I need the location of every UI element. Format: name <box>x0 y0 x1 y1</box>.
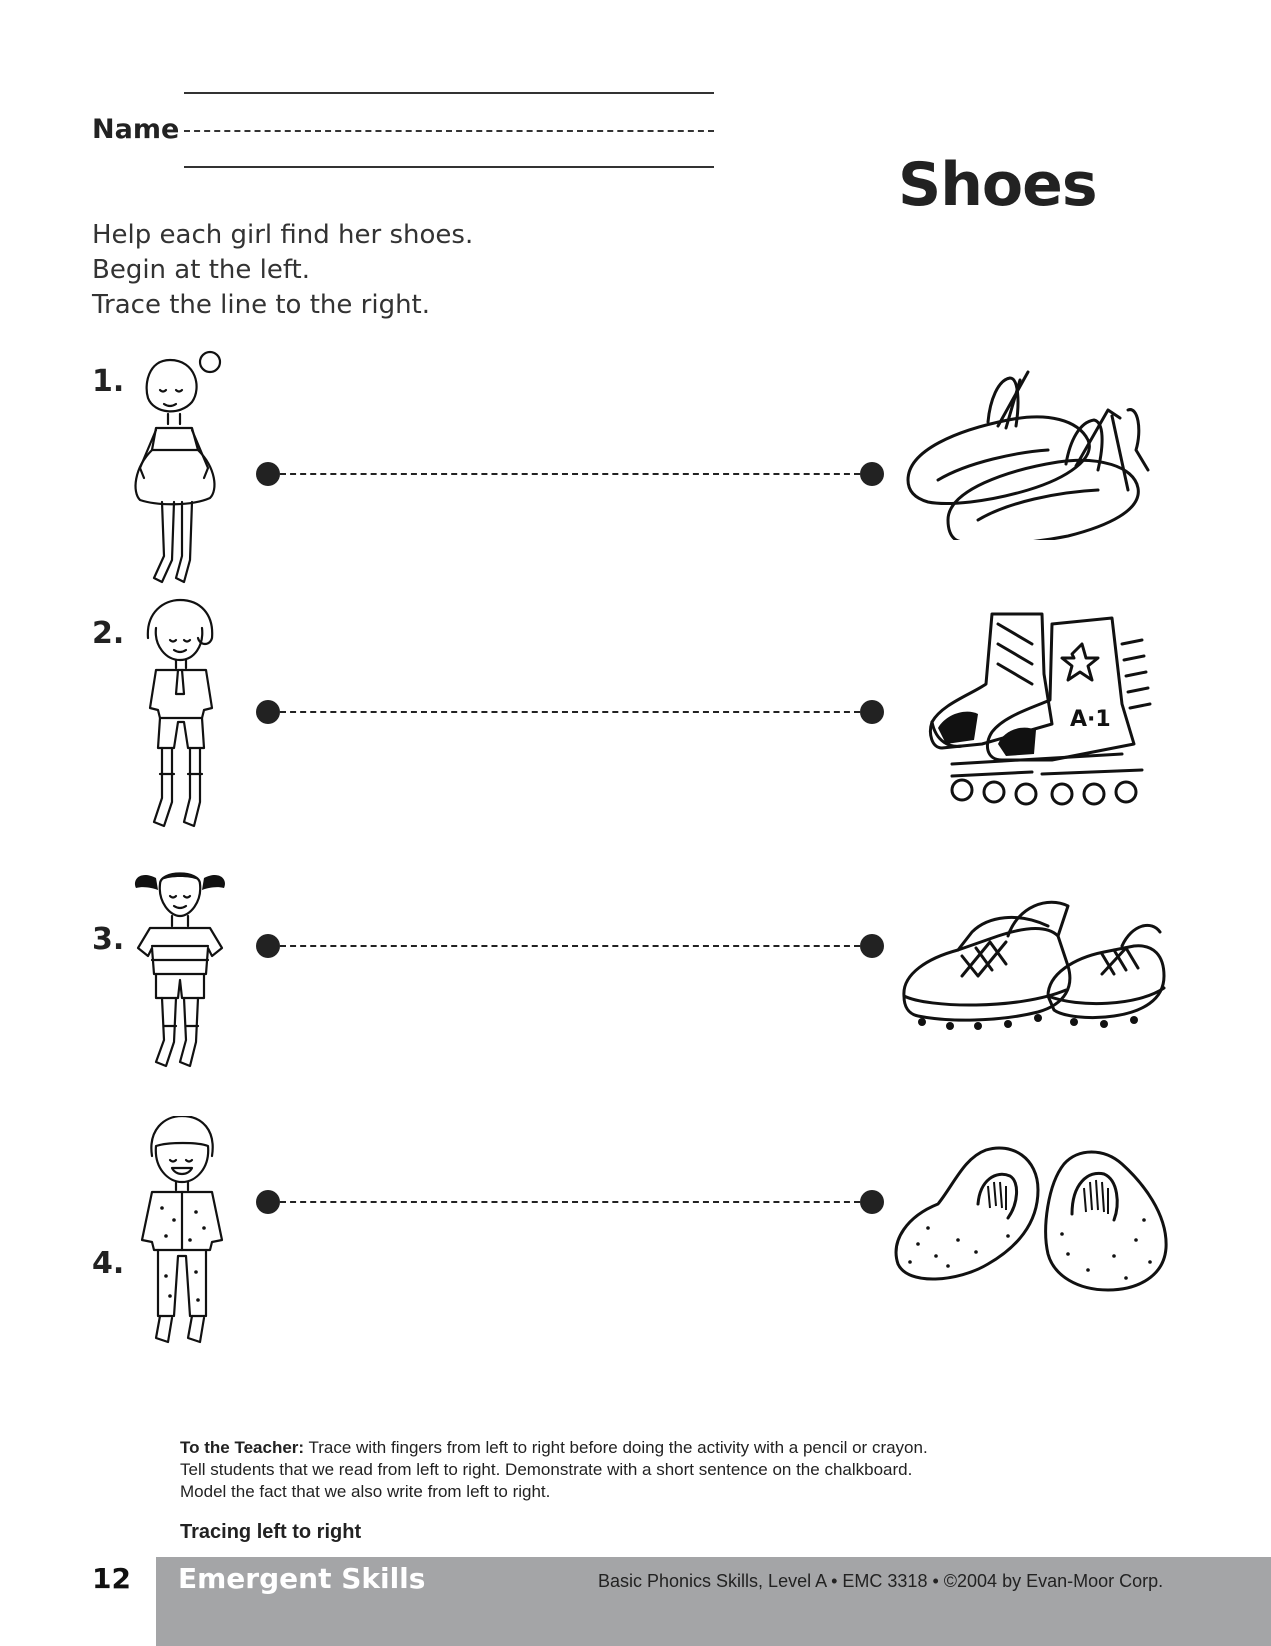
instruction-line: Trace the line to the right. <box>92 290 431 320</box>
footer-section-title: Emergent Skills <box>178 1562 426 1595</box>
dashed-path <box>280 473 860 475</box>
trace-line[interactable] <box>256 1190 884 1214</box>
start-dot <box>256 462 280 486</box>
end-dot <box>860 1190 884 1214</box>
name-field[interactable] <box>92 84 722 174</box>
end-dot <box>860 700 884 724</box>
trace-line[interactable] <box>256 700 884 724</box>
name-line-bottom <box>184 166 714 168</box>
row-number: 3. <box>92 922 125 957</box>
cleats-icon <box>898 896 1173 1046</box>
page-number: 12 <box>92 1562 131 1595</box>
row-number: 1. <box>92 364 125 399</box>
name-label: Name <box>92 114 180 145</box>
ballerina-girl-icon <box>128 350 228 595</box>
skater-girl-icon <box>138 598 228 833</box>
dashed-path <box>280 945 860 947</box>
page-title: Shoes <box>898 150 1097 220</box>
soccer-girl-icon <box>130 866 230 1091</box>
instructions <box>92 218 473 323</box>
name-line-dashed <box>184 130 714 132</box>
start-dot <box>256 700 280 724</box>
fuzzy-slippers-icon <box>888 1144 1170 1294</box>
start-dot <box>256 934 280 958</box>
dashed-path <box>280 711 860 713</box>
pajama-girl-icon <box>138 1116 228 1356</box>
skate-label: A·1 <box>1070 707 1111 732</box>
instruction-line: Begin at the left. <box>92 255 311 285</box>
teacher-note-line: Model the fact that we also write from left to right. <box>180 1482 551 1501</box>
trace-line[interactable] <box>256 462 884 486</box>
skill-label: Tracing left to right <box>180 1521 362 1543</box>
row-number: 2. <box>92 616 125 651</box>
footer-credit: Basic Phonics Skills, Level A • EMC 3318 • ©2004 by Evan-Moor Corp. <box>598 1571 1164 1591</box>
roller-skates-icon <box>922 604 1167 814</box>
instruction-line: Help each girl find her shoes. <box>92 220 474 250</box>
teacher-note-line: Tell students that we read from left to right. Demonstrate with a short sentence on the chalkboard. <box>180 1460 913 1479</box>
trace-line[interactable] <box>256 934 884 958</box>
teacher-note-lead: To the Teacher: <box>180 1438 305 1457</box>
ballet-slippers-icon <box>898 370 1173 540</box>
teacher-note-text: Trace with fingers from left to right before doing the activity with a pencil or crayon. <box>308 1438 928 1457</box>
trace-row-3 <box>0 866 1271 1116</box>
teacher-note-line <box>180 1437 1100 1459</box>
start-dot <box>256 1190 280 1214</box>
name-line-top <box>184 92 714 94</box>
dashed-path <box>280 1201 860 1203</box>
end-dot <box>860 462 884 486</box>
row-number: 4. <box>92 1246 125 1281</box>
teacher-note <box>180 1437 1100 1503</box>
trace-row-1 <box>0 350 1271 600</box>
trace-row-2 <box>0 598 1271 848</box>
end-dot <box>860 934 884 958</box>
trace-row-4 <box>0 1116 1271 1366</box>
